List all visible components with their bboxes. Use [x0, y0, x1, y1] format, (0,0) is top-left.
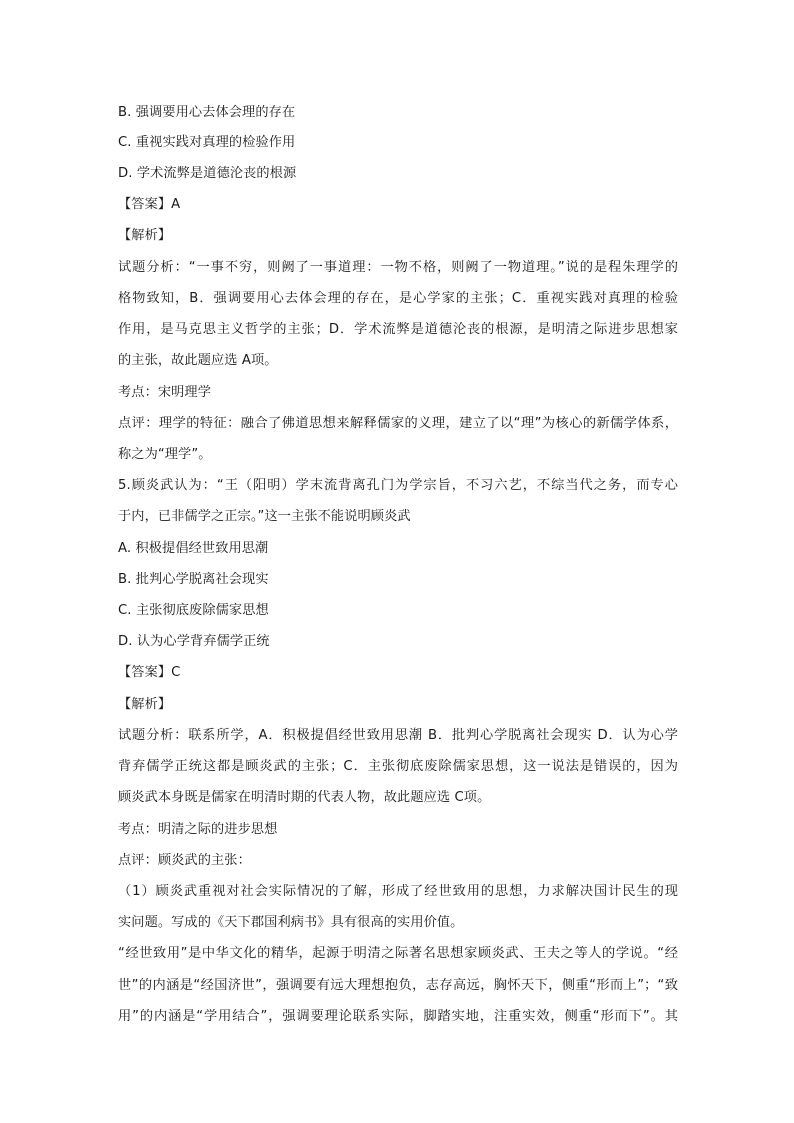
comment-paragraph-line: 世”的内涵是“经国济世”，强调要有远大理想抱负，志存高远，胸怀天下，侧重“形而上”；“致	[118, 978, 678, 993]
answer-label: 【答案】A	[118, 197, 181, 212]
answer-label: 【答案】C	[118, 665, 181, 680]
option-b-line: B. 强调要用心去体会理的存在	[118, 105, 296, 120]
analysis-text-line: 格物致知，B．强调要用心去体会理的存在，是心学家的主张；C．重视实践对真理的检验	[118, 291, 678, 306]
option-d-line: D. 学术流弊是道德沦丧的根源	[118, 166, 297, 181]
comment-line: 点评：理学的特征：融合了佛道思想来解释儒家的义理，建立了以“理”为核心的新儒学体系，	[118, 416, 678, 431]
comment-line: 称之为“理学”。	[118, 447, 212, 462]
analysis-text-line: 试题分析：联系所学，A．积极提倡经世致用思潮 B．批判心学脱离社会现实 D．认为心学	[118, 728, 678, 743]
comment-point-line: 实问题。写成的《天下郡国利病书》具有很高的实用价值。	[118, 915, 464, 930]
option-d-line: D. 认为心学背弃儒学正统	[118, 634, 270, 649]
option-c-line: C. 重视实践对真理的检验作用	[118, 135, 296, 150]
question-5-stem: 于内，已非儒学之正宗。”这一主张不能说明顾炎武	[118, 509, 411, 524]
analysis-text-line: 作用，是马克思主义哲学的主张；D．学术流弊是道德沦丧的根源，是明清之际进步思想家	[118, 322, 678, 337]
comment-paragraph-line: “经世致用”是中华文化的精华，起源于明清之际著名思想家顾炎武、王夫之等人的学说。“经	[118, 946, 678, 961]
analysis-text-line: 背弃儒学正统这都是顾炎武的主张；C．主张彻底废除儒家思想，这一说法是错误的，因为	[118, 759, 678, 774]
analysis-text-line: 的主张，故此题应选 A项。	[118, 353, 278, 368]
analysis-text-line: 顾炎武本身既是儒家在明清时期的代表人物，故此题应选 C项。	[118, 790, 491, 805]
question-5-stem: 5.顾炎武认为：“王（阳明）学末流背离孔门为学宗旨，不习六艺，不综当代之务，而专心	[118, 478, 678, 493]
comment-line: 点评：顾炎武的主张：	[118, 853, 251, 868]
analysis-label: 【解析】	[118, 228, 172, 243]
topic-line: 考点：宋明理学	[118, 385, 212, 400]
option-b-line: B. 批判心学脱离社会现实	[118, 572, 269, 587]
option-c-line: C. 主张彻底废除儒家思想	[118, 603, 269, 618]
analysis-text-line: 试题分析：“一事不穷，则阙了一事道理：一物不格，则阙了一物道理。”说的是程朱理学的	[118, 260, 678, 275]
topic-line: 考点：明清之际的进步思想	[118, 822, 278, 837]
comment-paragraph-line: 用”的内涵是“学用结合”，强调要理论联系实际，脚踏实地，注重实效，侧重“形而下”。其	[118, 1009, 678, 1024]
analysis-label: 【解析】	[118, 697, 172, 712]
comment-point-line: （1）顾炎武重视对社会实际情况的了解，形成了经世致用的思想，力求解决国计民生的现	[118, 884, 678, 899]
option-a-line: A. 积极提倡经世致用思潮	[118, 541, 269, 556]
